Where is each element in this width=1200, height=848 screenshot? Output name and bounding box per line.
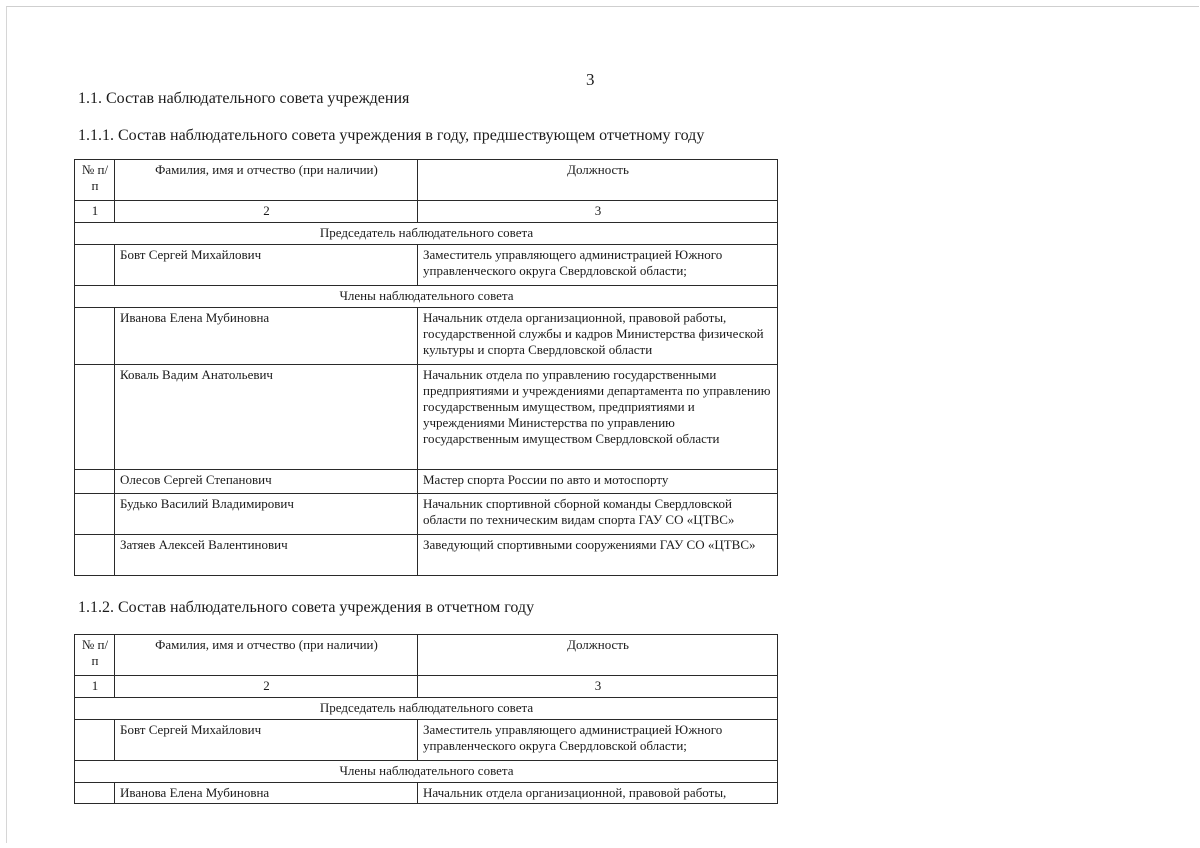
table-row	[75, 535, 778, 576]
member-name: Бовт Сергей Михайлович	[115, 245, 418, 286]
column-index: 1	[75, 201, 115, 223]
member-position: Начальник отдела организационной, правовой работы, государственной службы и кадров Министерства физической культуры и спорта Свердловской области	[418, 308, 778, 365]
member-position: Мастер спорта России по авто и мотоспорту	[418, 470, 778, 494]
section-title-main: 1.1. Состав наблюдательного совета учреждения	[78, 90, 410, 107]
table-row	[75, 783, 778, 804]
member-name: Бовт Сергей Михайлович	[115, 720, 418, 761]
members-table-previous-year	[74, 159, 778, 576]
row-number	[75, 365, 115, 470]
table-row	[75, 245, 778, 286]
column-index: 3	[418, 676, 778, 698]
column-index: 2	[115, 676, 418, 698]
column-index: 1	[75, 676, 115, 698]
row-number	[75, 535, 115, 576]
row-number	[75, 308, 115, 365]
members-section-label: Члены наблюдательного совета	[75, 286, 778, 308]
members-section-row	[75, 286, 778, 308]
members-section-row	[75, 761, 778, 783]
page-number: 3	[586, 70, 595, 89]
column-index: 2	[115, 201, 418, 223]
member-position: Начальник спортивной сборной команды Свердловской области по техническим видам спорта ГАУ СО «ЦТВС»	[418, 494, 778, 535]
header-number: № п/п	[75, 160, 115, 201]
row-number	[75, 720, 115, 761]
member-name: Затяев Алексей Валентинович	[115, 535, 418, 576]
chair-section-row	[75, 223, 778, 245]
member-position: Заместитель управляющего администрацией Южного управленческого округа Свердловской области;	[418, 720, 778, 761]
row-number	[75, 783, 115, 804]
table-row	[75, 365, 778, 470]
member-name: Иванова Елена Мубиновна	[115, 783, 418, 804]
row-number	[75, 245, 115, 286]
chair-section-row	[75, 698, 778, 720]
header-position: Должность	[418, 160, 778, 201]
member-position: Начальник отдела организационной, правовой работы,	[418, 783, 778, 804]
table-row	[75, 720, 778, 761]
member-name: Олесов Сергей Степанович	[115, 470, 418, 494]
column-index-row	[75, 676, 778, 698]
members-section-label: Члены наблюдательного совета	[75, 761, 778, 783]
table-row	[75, 470, 778, 494]
table-header-row	[75, 635, 778, 676]
member-position: Заместитель управляющего администрацией Южного управленческого округа Свердловской области;	[418, 245, 778, 286]
member-position: Заведующий спортивными сооружениями ГАУ СО «ЦТВС»	[418, 535, 778, 576]
row-number	[75, 470, 115, 494]
table-row	[75, 308, 778, 365]
section-title-reporting-year: 1.1.2. Состав наблюдательного совета учреждения в отчетном году	[78, 599, 535, 616]
table-header-row	[75, 160, 778, 201]
row-number	[75, 494, 115, 535]
member-name: Иванова Елена Мубиновна	[115, 308, 418, 365]
section-title-previous-year: 1.1.1. Состав наблюдательного совета учреждения в году, предшествующем отчетному году	[78, 127, 705, 144]
member-name: Будько Василий Владимирович	[115, 494, 418, 535]
member-name: Коваль Вадим Анатольевич	[115, 365, 418, 470]
chair-section-label: Председатель наблюдательного совета	[75, 223, 778, 245]
column-index: 3	[418, 201, 778, 223]
members-table-reporting-year	[74, 634, 778, 804]
header-name: Фамилия, имя и отчество (при наличии)	[115, 635, 418, 676]
header-number: № п/п	[75, 635, 115, 676]
table-row	[75, 494, 778, 535]
header-name: Фамилия, имя и отчество (при наличии)	[115, 160, 418, 201]
member-position: Начальник отдела по управлению государственными предприятиями и учреждениями департамента по управлению государственным имуществом, предприятиями и учреждениями Министерства по управлению государственным имуществом Свердловской области	[418, 365, 778, 470]
chair-section-label: Председатель наблюдательного совета	[75, 698, 778, 720]
column-index-row	[75, 201, 778, 223]
header-position: Должность	[418, 635, 778, 676]
